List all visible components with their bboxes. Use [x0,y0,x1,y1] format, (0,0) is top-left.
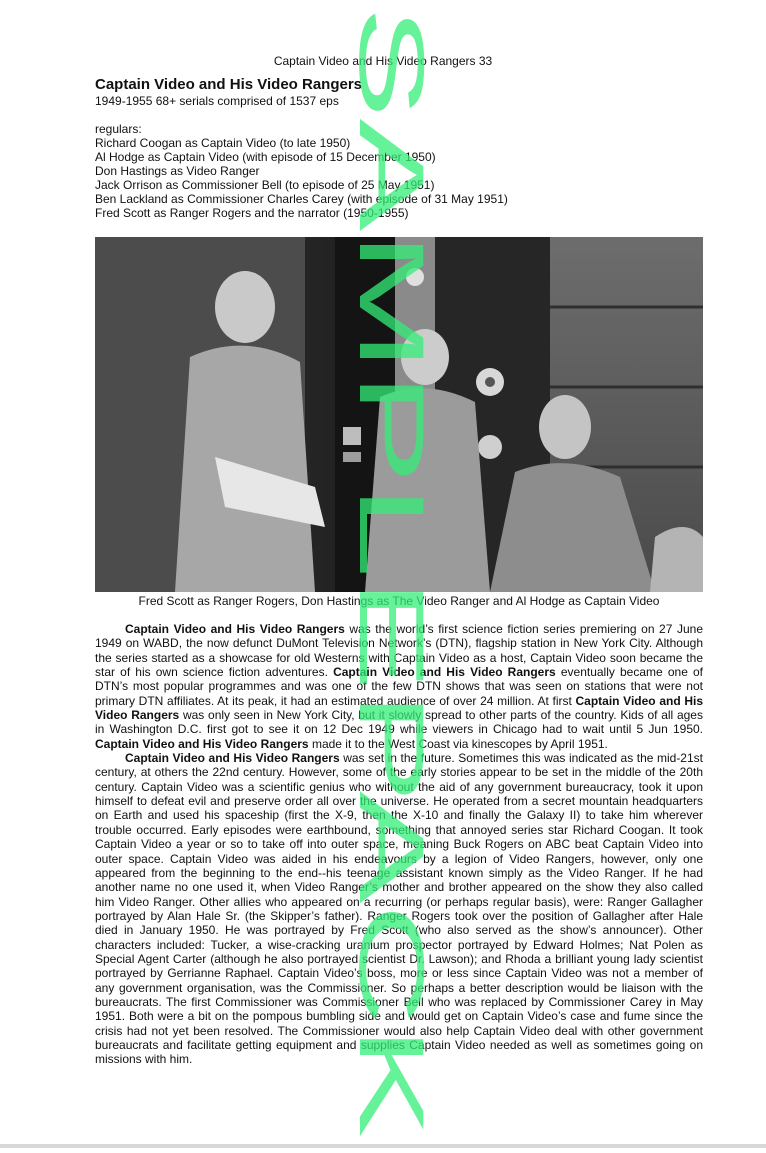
photo-caption: Fred Scott as Ranger Rogers, Don Hastings as The Video Ranger and Al Hodge as Captain Video [138,594,660,608]
regulars-label: regulars: [95,122,142,136]
page-title: Captain Video and His Video Rangers [95,76,363,93]
paragraph-text: made it to the West Coast via kinescopes by April 1951. [308,736,608,751]
cast-photo [95,237,703,592]
cast-photo-illustration [95,237,703,592]
regular-item: Richard Coogan as Captain Video (to late 1950) [95,136,351,150]
paragraph-1 [95,622,703,751]
paragraph-text: eventually became one of DTN’s most popular programmes and was one of the few DTN shows that was seen on stations that were not primary DTN affiliates. At its peak, it had an estimated audience of over 24 million. At first [95,665,704,708]
paragraph-text: was the world’s first science fiction series premiering on 27 June 1949 on WABD, the now defunct DuMont Television Network’s (DTN), flagship station in New York City. Although the series started as a showcase for old Westerns with Captain Video as a host, Captain Video soon became the star of his own science fiction adventures. [95,622,703,680]
series-meta: 1949-1955 68+ serials comprised of 1537 eps [95,94,339,108]
paragraph-text: was set in the future. Sometimes this was indicated as the mid-21st century, at others the 22nd century. However, some of the early stories appear to be set in the middle of the 20th century. Captain Video was a scientific genius who without the aid of any government bureaucracy, took it upon himself to defeat evil and preserve order all over the universe. He operated from a secret mountain headquarters on Earth and used his spaceship (first the X-9, then the X-10 and finally the Galaxy II) to take him wherever trouble occurred. Early episodes were earthbound, something that annoyed series star Richard Coogan. It took Captain Video a year or so to take off into outer space, meaning Buck Rogers on ABC beat Captain Video into outer space. Captain Video was aided in his endeavours by a legion of Video Rangers, however, only one appeared from the beginning to the end--his teenage assistant known simply as the Video Ranger. If he had another name no one used it, when Video Ranger’s mother and brother appeared on the show they also called him Video Ranger. Other allies who appeared on a recurring (or perhaps regular basis), were: Ranger Gallagher portrayed by Alan Hale Sr. (the Skipper’s father). Ranger Rogers took over the position of Gallagher after Hale died in January 1950. He was portrayed by Fred Scott (who also served as the show’s announcer). Other characters included: Tucker, a wise-cracking uranium prospector portrayed by Edward Holmes; Nat Polen as Special Agent Carter (although he also portrayed scientist Dr. Lawson); and Rhoda a brilliant young lady scientist portrayed by Gerrianne Raphael. Captain Video’s boss, more or less since Captain Video was not a member of any government organisation, was the Commissioner. So perhaps a better description would be liaison with the bureaucrats. The first Commissioner was Commissioner Bell who was replaced by Commissioner Carey in May 1951. Both were a bit on the pompous bumbling side and would get on Captain Video’s case and fume since the crisis had not yet been resolved. The Commissioner would also help Captain Video deal with other government bureaucrats and facilitate getting equipment and supplies Captain Video needed as well as sometimes going on missions with him. [95,751,703,1067]
series-title-bold: Captain Video and His Video Rangers [125,751,340,766]
series-title-bold: Captain Video and His Video Rangers [333,665,556,680]
article-body [95,622,703,1067]
series-title-bold: Captain Video and His Video Rangers [95,693,703,723]
bottom-edge [0,1144,766,1148]
watermark-text: SAMPLEPACK [340,6,430,623]
header-block [95,76,703,220]
regular-item: Fred Scott as Ranger Rogers and the narrator (1950-1955) [95,206,409,220]
paragraph-2 [95,751,703,1067]
regular-item: Al Hodge as Captain Video (with episode of 15 December 1950) [95,150,436,164]
regular-item: Don Hastings as Video Ranger [95,164,260,178]
regular-item: Jack Orrison as Commissioner Bell (to episode of 25 May 1951) [95,178,435,192]
paragraph-text: was only seen in New York City, but it slowly spread to other parts of the country. Kids of all ages in Washington D.C. first got to see it on 12 Dec 1949 while viewers in Chicago had to wait until 5 Jun 1950. [95,708,703,737]
regular-item: Ben Lackland as Commissioner Charles Carey (with episode of 31 May 1951) [95,192,508,206]
series-title-bold: Captain Video and His Video Rangers [125,622,345,636]
running-head: Captain Video and His Video Rangers 33 [273,54,493,68]
regulars-list [95,122,703,220]
series-title-bold: Captain Video and His Video Rangers [95,736,309,751]
